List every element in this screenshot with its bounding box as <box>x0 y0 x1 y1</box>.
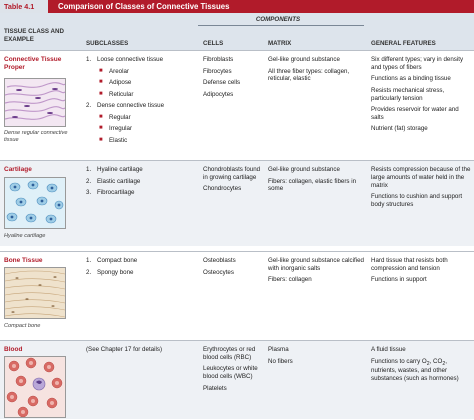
list-item: 2. Elastic cartilage <box>86 177 141 185</box>
tissue-micrograph <box>4 356 66 418</box>
cells-cell: Chondroblasts found in growing cartilage Chondrocytes <box>203 166 261 193</box>
components-label: COMPONENTS <box>255 16 301 23</box>
table-header <box>0 13 474 50</box>
bullet-icon: ■ <box>99 125 103 132</box>
list-item: 2. Spongy bone <box>86 268 134 276</box>
matrix-cell: Gel-like ground substance Fibers: collagen, elastic fibers in some <box>268 166 357 193</box>
col-header-matrix: MATRIX <box>268 40 292 47</box>
features-cell: Resists compression because of the large amounts of water held in the matrix Functions to cushion and support body structures <box>371 166 471 208</box>
list-item: 1. Compact bone <box>86 257 138 264</box>
bullet-icon: ■ <box>99 136 103 143</box>
cells-cell: Osteoblasts Osteocytes <box>203 257 236 276</box>
features-cell: Six different types; vary in density and types of fibers Functions as a binding tissue Resists mechanical stress, particularly tension Provides reservoir for water and salts Nutrient (fat) storage <box>371 56 464 133</box>
list-item: 3. Fibrocartilage <box>86 189 135 197</box>
table-title: Comparison of Classes of Connective Tissues <box>58 1 230 11</box>
list-item: ■ Elastic <box>99 136 128 144</box>
matrix-cell: Gel-like ground substance calcified with inorganic salts Fibers: collagen <box>268 257 364 284</box>
features-cell: Hard tissue that resists both compression and tension Functions in support <box>371 257 448 284</box>
table-row <box>0 160 474 246</box>
features-cell: A fluid tissue Functions to carry $O_2$, $CO_2$, nutrients, wastes, and other substances (such as hormones) <box>371 346 471 387</box>
subclasses-cell <box>86 56 196 148</box>
list-item: 1. Hyaline cartilage <box>86 166 143 173</box>
tissue-micrograph <box>4 78 66 127</box>
subclasses-cell: (See Chapter 17 for details) <box>86 346 163 353</box>
table-number: Table 4.1 <box>0 0 48 13</box>
list-item: ■ Adipose <box>99 79 132 87</box>
features-text: Functions to carry $O_2$, $CO_2$, nutrients, wastes, and other substances (such as hormones) <box>371 357 459 382</box>
bullet-icon: ■ <box>99 113 103 120</box>
tissue-name: Bone Tissue <box>4 257 43 264</box>
list-item: ■ Reticular <box>99 90 134 98</box>
table-row <box>0 50 474 154</box>
tissue-micrograph <box>4 267 66 319</box>
bullet-icon: ■ <box>99 67 103 74</box>
col-header-class: TISSUE CLASS AND EXAMPLE <box>4 28 64 43</box>
col-header-cells: CELLS <box>203 40 224 47</box>
cells-cell: Fibroblasts Fibrocytes Defense cells Adipocytes <box>203 56 241 98</box>
cells-cell: Erythrocytes or red blood cells (RBC) Leukocytes or white blood cells (WBC) Platelets <box>203 346 258 392</box>
matrix-cell: Plasma No fibers <box>268 346 293 365</box>
col-header-subclasses: SUBCLASSES <box>86 40 129 47</box>
list-item: ■ Areolar <box>99 67 129 75</box>
tissue-name: Blood <box>4 346 23 353</box>
table-row <box>0 340 474 419</box>
subclasses-cell <box>86 166 196 201</box>
table-title-bar <box>0 0 474 13</box>
table-row <box>0 251 474 335</box>
tissue-name: Cartilage <box>4 166 32 173</box>
list-item: ■ Irregular <box>99 125 133 133</box>
matrix-cell: Gel-like ground substance All three fiber types: collagen, reticular, elastic <box>268 56 350 83</box>
list-item: 1. Loose connective tissue <box>86 56 164 63</box>
col-header-features: GENERAL FEATURES <box>371 40 436 47</box>
components-divider <box>198 25 364 26</box>
subclasses-cell <box>86 257 196 280</box>
micrograph-caption: Hyaline cartilage <box>4 233 46 239</box>
micrograph-caption: Dense regular connective tissue <box>4 130 68 143</box>
bullet-icon: ■ <box>99 90 103 97</box>
list-item: 2. Dense connective tissue <box>86 102 165 110</box>
tissue-name: Connective Tissue Proper <box>4 56 62 72</box>
micrograph-caption: Compact bone <box>4 323 41 329</box>
list-item: ■ Regular <box>99 113 131 121</box>
tissue-micrograph <box>4 177 66 229</box>
bullet-icon: ■ <box>99 79 103 86</box>
